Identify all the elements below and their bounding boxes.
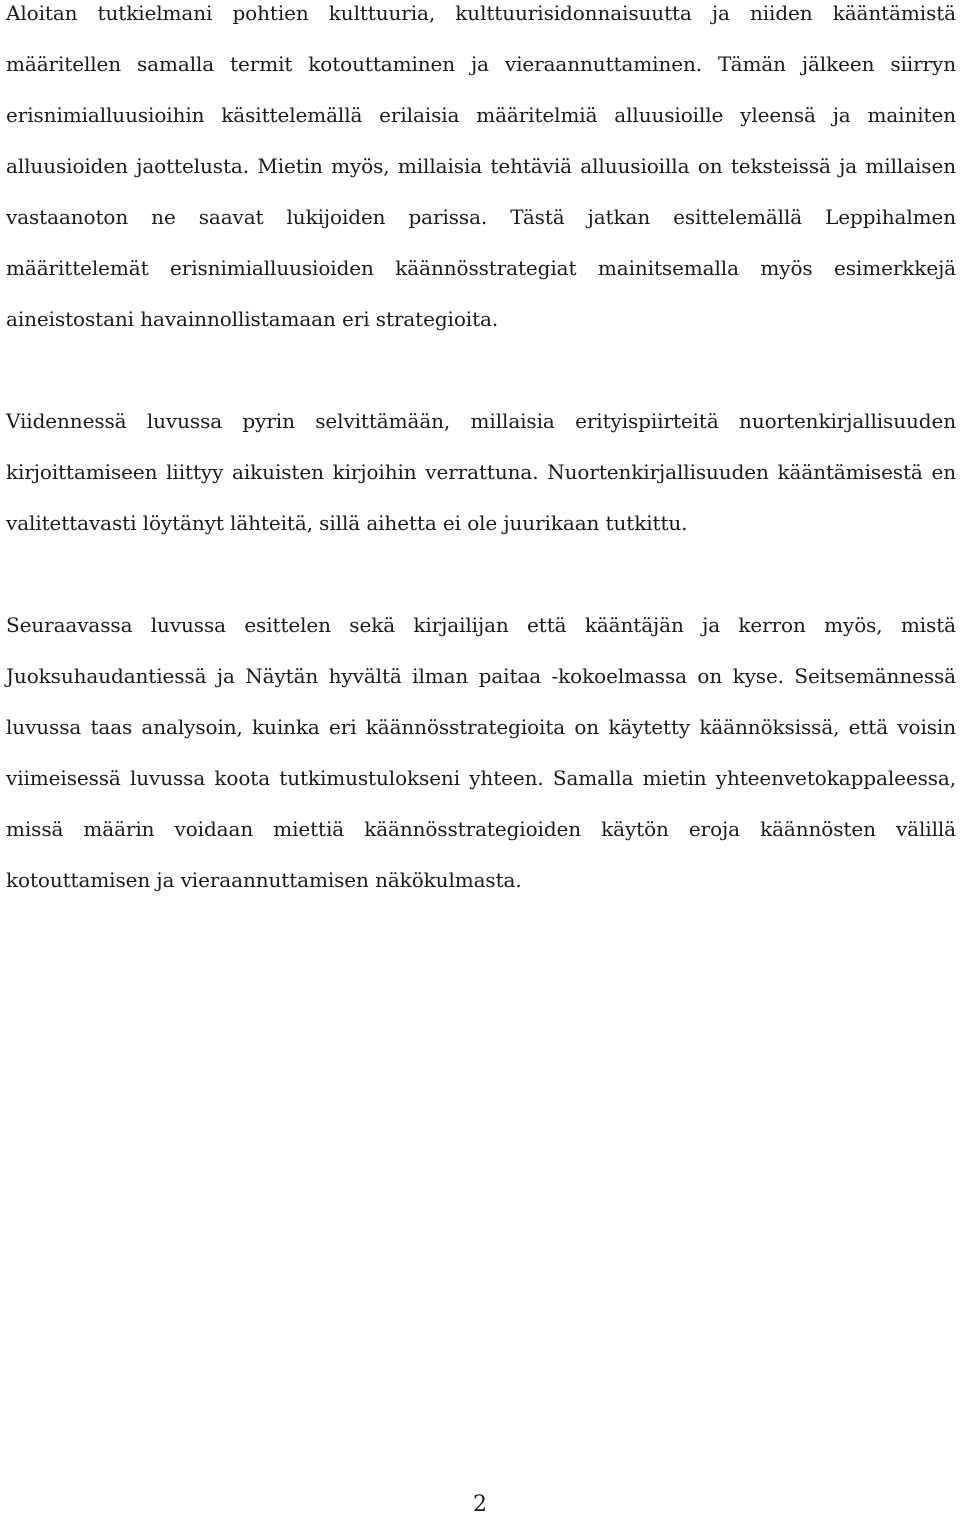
paragraph-chapter-six-seven: Seuraavassa luvussa esittelen sekä kirjailijan että kääntäjän ja kerron myös, mistä Juoksuhaudantiessä ja Näytän hyvältä ilman paitaa -kokoelmassa on kyse. Seitsemännessä luvussa taas analysoin, kuinka eri käännösstrategioita on käytetty käännöksissä, että voisin viimeisessä luvussa koota tutkimustulokseni yhteen. Samalla mietin yhteenvetokappaleessa, missä määrin voidaan miettiä käännösstrategioiden käytön eroja käännösten välillä kotouttamisen ja vieraannuttamisen näkökulmasta.: [6, 613, 956, 892]
paragraph-introduction: Aloitan tutkielmani pohtien kulttuuria, kulttuurisidonnaisuutta ja niiden kääntämistä määritellen samalla termit kotouttaminen ja vieraannuttaminen. Tämän jälkeen siirryn erisnimialluusioihin käsittelemällä erilaisia määritelmiä alluusioille yleensä ja mainiten alluusioiden jaottelusta. Mietin myös, millaisia tehtäviä alluusioilla on teksteissä ja millaisen vastaanoton ne saavat lukijoiden parissa. Tästä jatkan esittelemällä Leppihalmen määrittelemät erisnimialluusioiden käännösstrategiat mainitsemalla myös esimerkkejä aineistostani havainnollistamaan eri strategioita.: [6, 1, 956, 331]
paragraph-chapter-five: Viidennessä luvussa pyrin selvittämään, millaisia erityispiirteitä nuortenkirjallisuuden kirjoittamiseen liittyy aikuisten kirjoihin verrattuna. Nuortenkirjallisuuden kääntämisestä en valitettavasti löytänyt lähteitä, sillä aihetta ei ole juurikaan tutkittu.: [6, 409, 956, 535]
document-body: [6, 0, 956, 906]
page-number: 2: [473, 1492, 487, 1517]
